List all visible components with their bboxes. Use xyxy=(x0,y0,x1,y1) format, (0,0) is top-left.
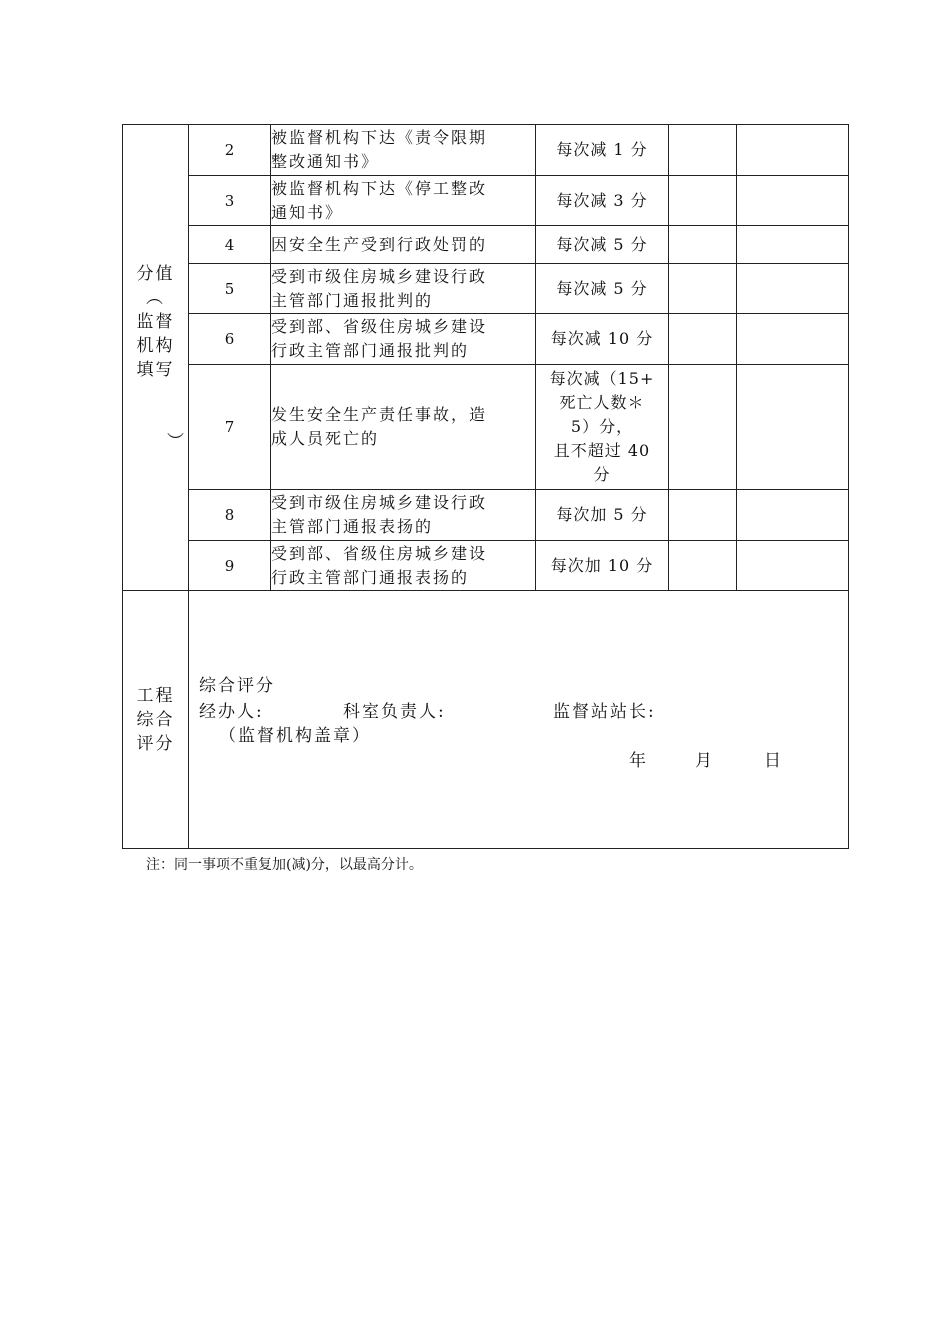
score-rule: 每次减 10 分 xyxy=(536,314,669,365)
score-rule: 每次加 10 分 xyxy=(536,541,669,591)
row-number: 7 xyxy=(189,365,271,490)
score-rule: 每次减 3 分 xyxy=(536,176,669,226)
score-cell[interactable] xyxy=(669,314,737,365)
table-row xyxy=(123,264,849,314)
table-row xyxy=(123,125,849,176)
remark-cell[interactable] xyxy=(737,541,849,591)
summary-title: 综合评分 xyxy=(199,676,275,696)
item-description: 因安全生产受到行政处罚的 xyxy=(271,226,536,264)
score-rule: 每次减 1 分 xyxy=(536,125,669,176)
remark-cell[interactable] xyxy=(737,490,849,541)
row-number: 6 xyxy=(189,314,271,365)
summary-side-label: 工程 综合 评分 xyxy=(123,591,189,849)
remark-cell[interactable] xyxy=(737,176,849,226)
score-cell[interactable] xyxy=(669,226,737,264)
summary-body[interactable] xyxy=(189,591,849,849)
row-number: 4 xyxy=(189,226,271,264)
score-cell[interactable] xyxy=(669,365,737,490)
dept-head-label: 科室负责人: xyxy=(343,702,446,722)
table-row xyxy=(123,176,849,226)
remark-cell[interactable] xyxy=(737,226,849,264)
table-row xyxy=(123,365,849,490)
score-cell[interactable] xyxy=(669,264,737,314)
handler-label: 经办人: xyxy=(199,702,264,722)
item-description: 受到部、省级住房城乡建设 行政主管部门通报批判的 xyxy=(271,314,536,365)
score-cell[interactable] xyxy=(669,490,737,541)
score-rule: 每次加 5 分 xyxy=(536,490,669,541)
score-rule: 每次减（15+ 死亡人数＊ 5）分， 且不超过 40 分 xyxy=(536,365,669,490)
item-description: 被监督机构下达《责令限期 整改通知书》 xyxy=(271,125,536,176)
table-row xyxy=(123,490,849,541)
month-label: 月 xyxy=(695,751,714,771)
score-side-label: 分值 ︵ 监督 机构 填写 ︶ xyxy=(123,125,189,591)
item-description: 受到部、省级住房城乡建设 行政主管部门通报表扬的 xyxy=(271,541,536,591)
year-label: 年 xyxy=(629,751,648,771)
day-label: 日 xyxy=(764,751,783,771)
station-head-label: 监督站站长: xyxy=(553,702,656,722)
remark-cell[interactable] xyxy=(737,314,849,365)
summary-row xyxy=(123,591,849,849)
item-description: 受到市级住房城乡建设行政 主管部门通报表扬的 xyxy=(271,490,536,541)
remark-cell[interactable] xyxy=(737,125,849,176)
seal-label: （监督机构盖章） xyxy=(219,726,371,746)
row-number: 3 xyxy=(189,176,271,226)
item-description: 受到市级住房城乡建设行政 主管部门通报批判的 xyxy=(271,264,536,314)
table-row xyxy=(123,314,849,365)
item-description: 发生安全生产责任事故，造 成人员死亡的 xyxy=(271,365,536,490)
footnote: 注：同一事项不重复加(减)分，以最高分计。 xyxy=(146,857,423,873)
row-number: 5 xyxy=(189,264,271,314)
table-row xyxy=(123,226,849,264)
scoring-table xyxy=(122,124,849,849)
score-rule: 每次减 5 分 xyxy=(536,226,669,264)
remark-cell[interactable] xyxy=(737,264,849,314)
row-number: 2 xyxy=(189,125,271,176)
score-cell[interactable] xyxy=(669,541,737,591)
remark-cell[interactable] xyxy=(737,365,849,490)
score-rule: 每次减 5 分 xyxy=(536,264,669,314)
row-number: 9 xyxy=(189,541,271,591)
row-number: 8 xyxy=(189,490,271,541)
table-row xyxy=(123,541,849,591)
score-cell[interactable] xyxy=(669,125,737,176)
item-description: 被监督机构下达《停工整改 通知书》 xyxy=(271,176,536,226)
score-cell[interactable] xyxy=(669,176,737,226)
